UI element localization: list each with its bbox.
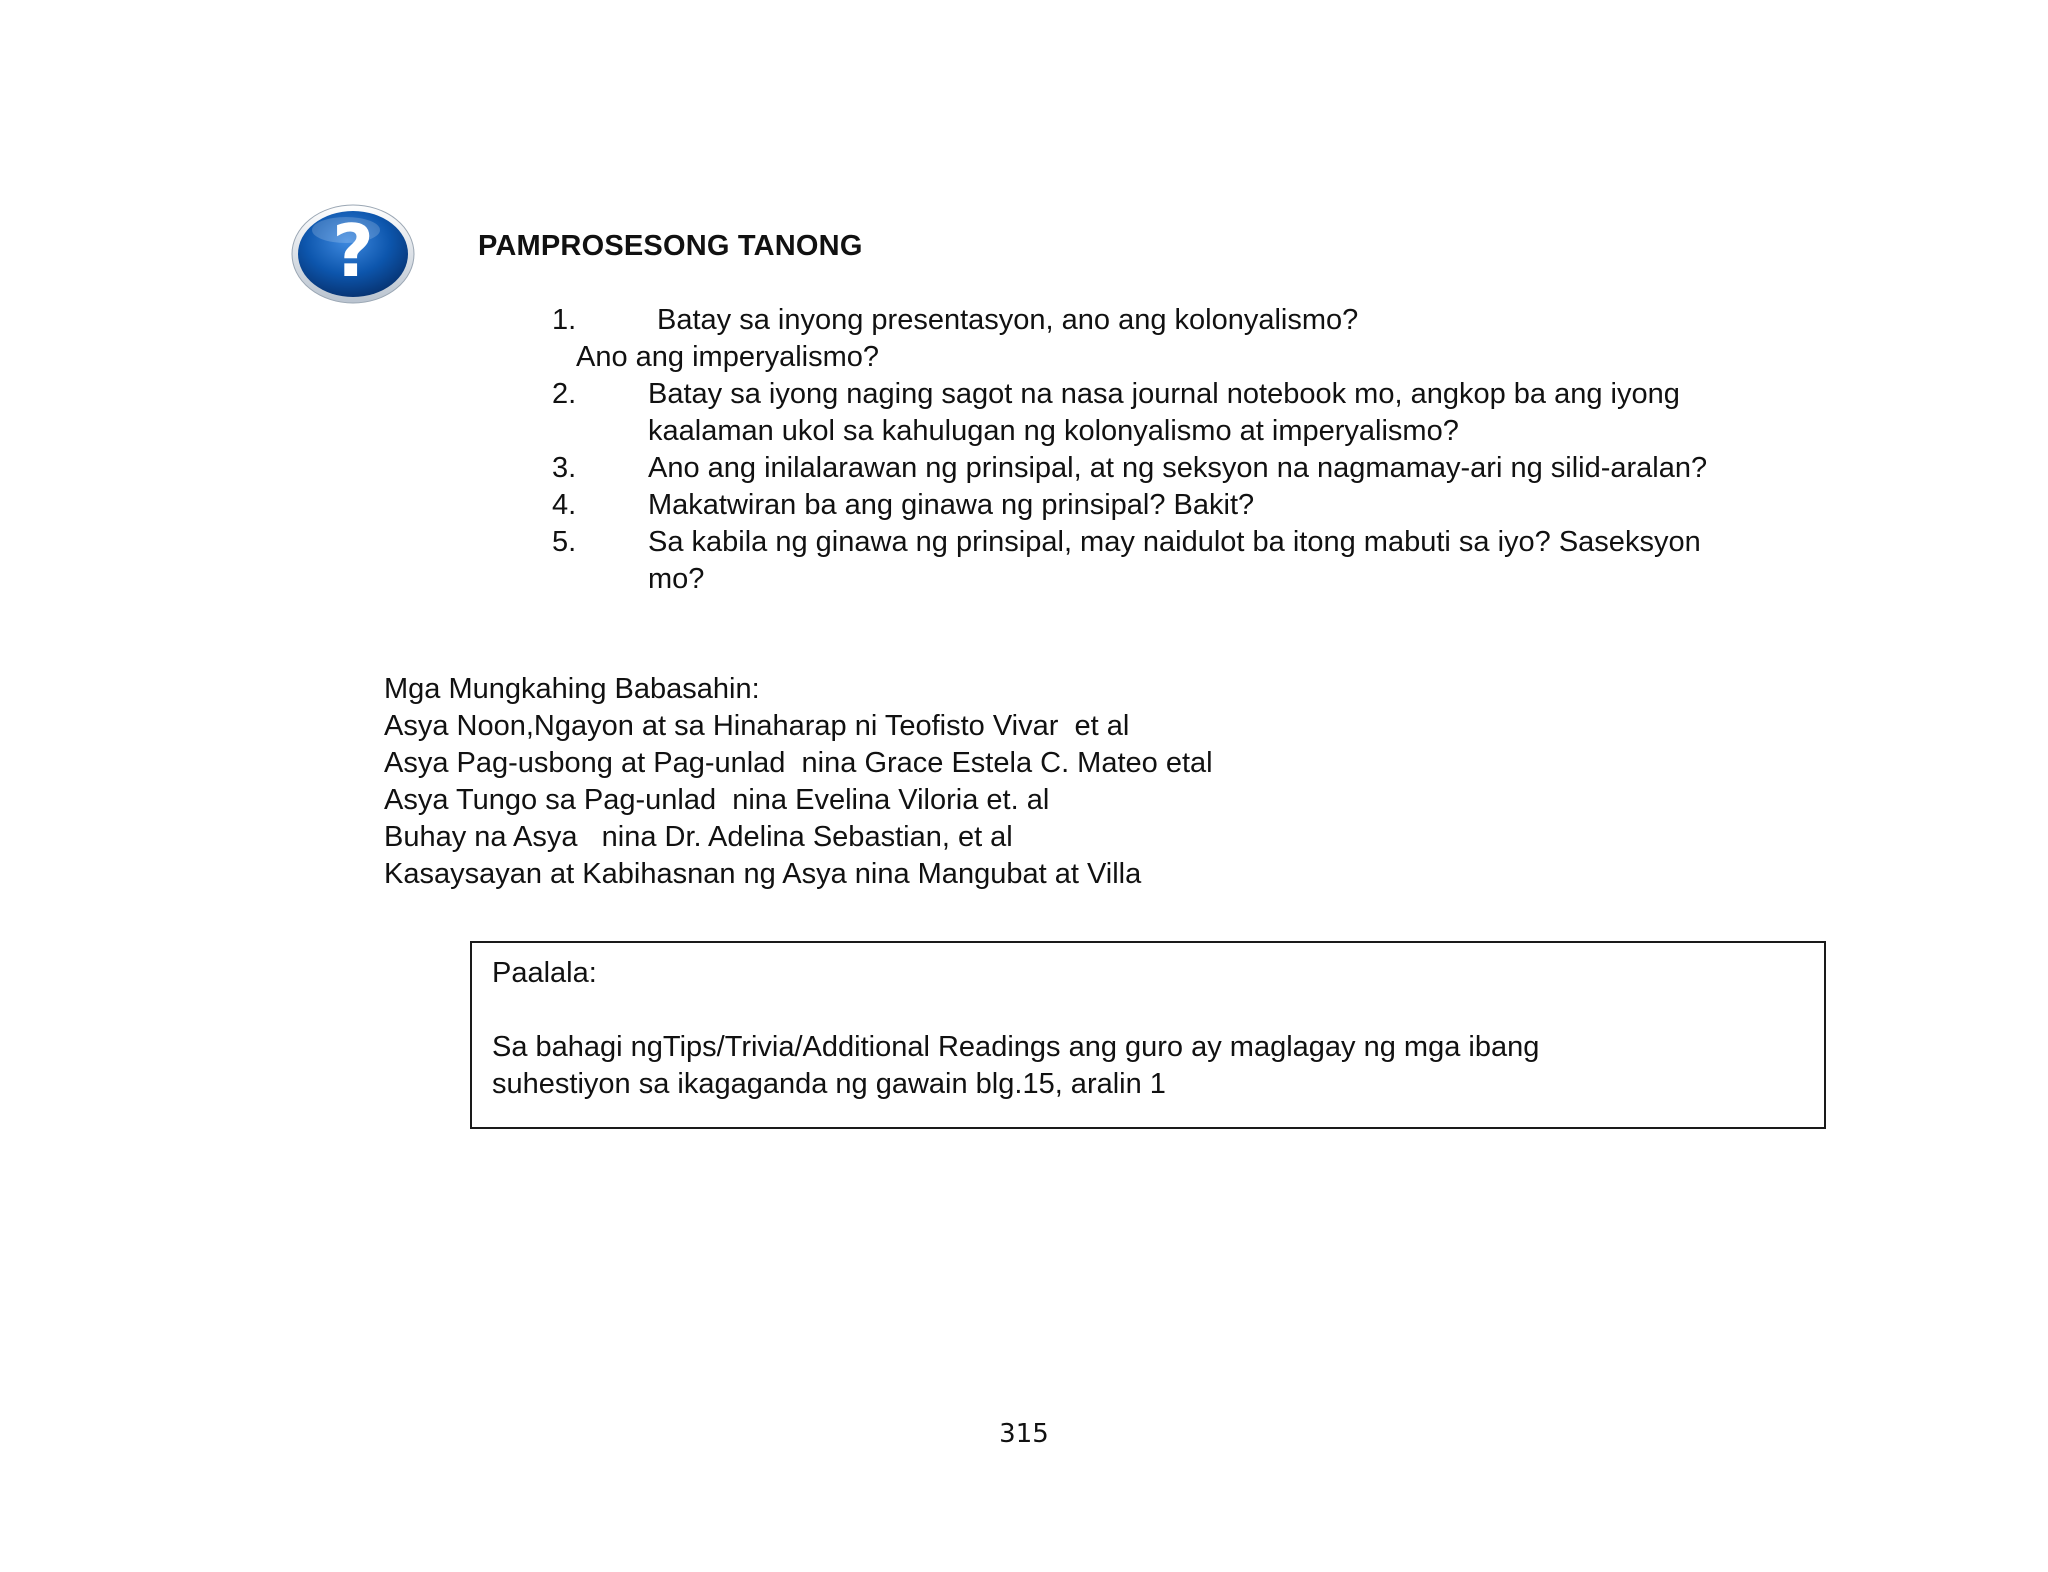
reading-item: Asya Pag-usbong at Pag-unlad nina Grace Estela C. Mateo etal	[384, 747, 1213, 779]
reminder-body-line: Sa bahagi ngTips/Trivia/Additional Readings ang guro ay maglagay ng mga ibang	[492, 1031, 1540, 1063]
reading-item: Asya Noon,Ngayon at sa Hinaharap ni Teofisto Vivar et al	[384, 710, 1130, 742]
reading-item: Kasaysayan at Kabihasnan ng Asya nina Mangubat at Villa	[384, 858, 1142, 890]
reminder-body-line: suhestiyon sa ikagaganda ng gawain blg.15, aralin 1	[492, 1068, 1166, 1100]
list-item-text: mo?	[648, 563, 705, 595]
list-item-text: Batay sa inyong presentasyon, ano ang kolonyalismo?	[657, 304, 1359, 336]
list-item	[552, 376, 1852, 450]
list-item	[552, 487, 1852, 524]
list-item-number: 4.	[552, 489, 577, 521]
list-item-number: 5.	[552, 526, 577, 558]
reminder-title: Paalala:	[492, 957, 597, 989]
list-item	[552, 524, 1852, 598]
reminder-box	[470, 941, 1826, 1129]
list-item-text: Sa kabila ng ginawa ng prinsipal, may naidulot ba itong mabuti sa iyo? Saseksyon	[648, 526, 1701, 558]
list-item	[552, 302, 1852, 376]
question-mark-glyph: ?	[332, 209, 374, 293]
list-item-continuation: Ano ang imperyalismo?	[576, 341, 880, 373]
list-item	[552, 450, 1852, 487]
question-list	[552, 302, 1852, 598]
list-item-text: Batay sa iyong naging sagot na nasa journal notebook mo, angkop ba ang iyong	[648, 378, 1680, 410]
list-item-number: 2.	[552, 378, 577, 410]
list-item-text: Makatwiran ba ang ginawa ng prinsipal? Bakit?	[648, 489, 1255, 521]
list-item-text: Ano ang inilalarawan ng prinsipal, at ng seksyon na nagmamay-ari ng silid-aralan?	[648, 452, 1708, 484]
readings-title: Mga Mungkahing Babasahin:	[384, 673, 760, 705]
page-number: 315	[999, 1419, 1049, 1449]
question-mark-icon	[291, 204, 415, 304]
reading-item: Asya Tungo sa Pag-unlad nina Evelina Viloria et. al	[384, 784, 1050, 816]
list-item-number: 1.	[552, 304, 577, 336]
reading-item: Buhay na Asya nina Dr. Adelina Sebastian, et al	[384, 821, 1013, 853]
suggested-readings	[384, 671, 1213, 893]
list-item-text: kaalaman ukol sa kahulugan ng kolonyalismo at imperyalismo?	[648, 415, 1459, 447]
section-heading: PAMPROSESONG TANONG	[478, 230, 863, 262]
list-item-number: 3.	[552, 452, 577, 484]
